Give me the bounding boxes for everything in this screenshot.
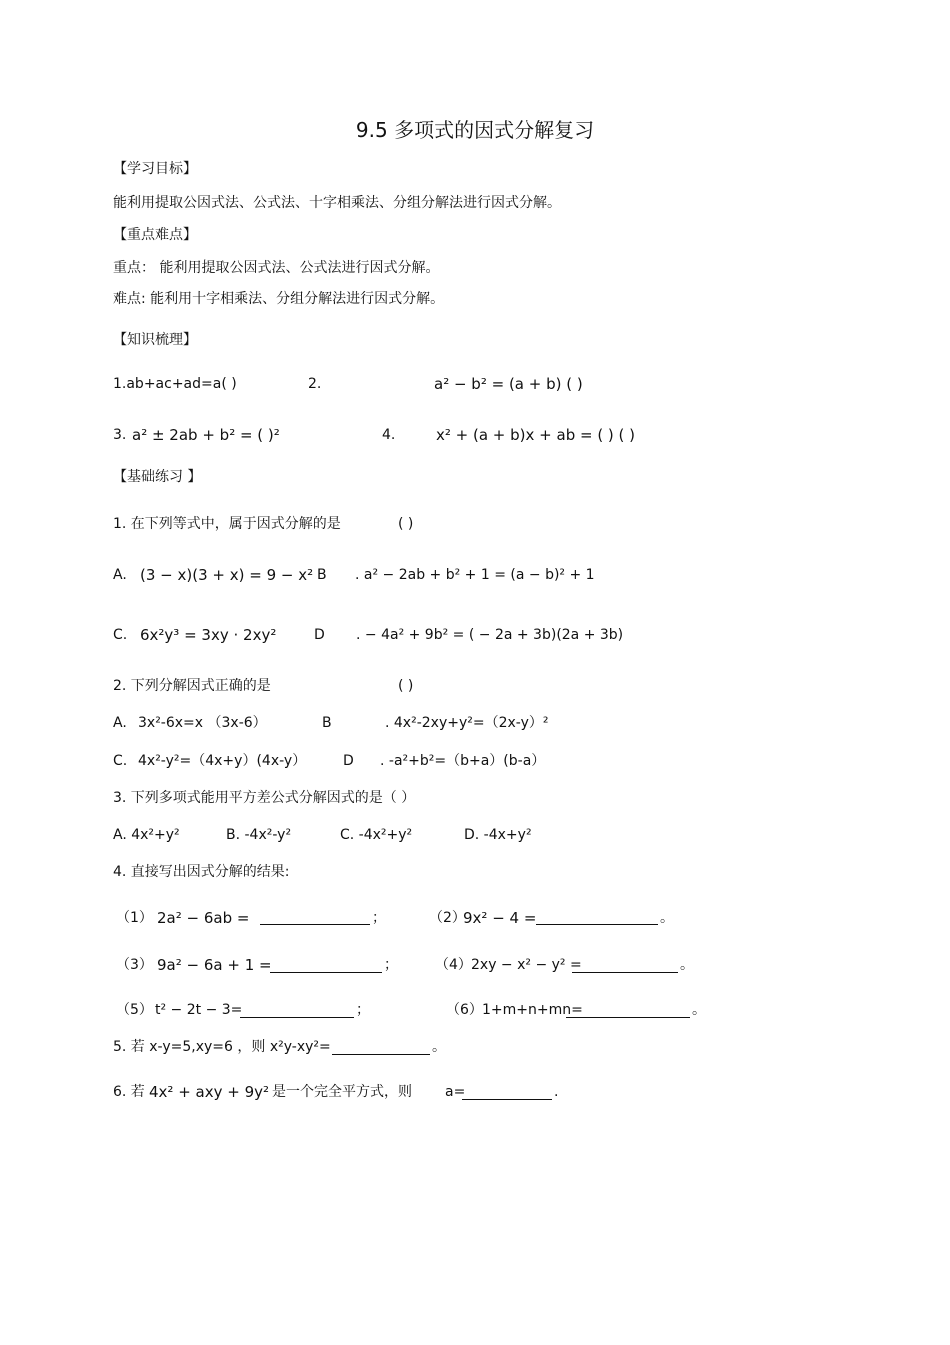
q1-c-label: C. bbox=[113, 627, 128, 643]
q4-5-expr: t² − 2t − 3= bbox=[155, 1002, 243, 1018]
q4-6-answer-blank[interactable] bbox=[566, 1003, 690, 1018]
practice-header: 【基础练习 】 bbox=[113, 469, 202, 485]
q4-1-semicolon: ； bbox=[372, 910, 386, 926]
knowledge-4-formula: x² + (a + b)x + ab = ( ) ( ) bbox=[436, 426, 636, 444]
q4-4-label: （4） bbox=[435, 957, 472, 973]
knowledge-3-num: 3. bbox=[113, 427, 127, 443]
knowledge-4-num: 4. bbox=[382, 427, 396, 443]
q3-option-c: C. -4x²+y² bbox=[340, 827, 413, 843]
q4-3-label: （3） bbox=[116, 957, 153, 973]
knowledge-2-num: 2. bbox=[308, 376, 322, 392]
q1-option-d: . − 4a² + 9b² = ( − 2a + 3b)(2a + 3b) bbox=[356, 627, 624, 643]
q4-4-answer-blank[interactable] bbox=[572, 958, 678, 973]
q6-stem-post: 是一个完全平方式，则 bbox=[272, 1084, 412, 1100]
knowledge-3-formula: a² ± 2ab + b² = ( )² bbox=[132, 426, 280, 444]
page-title: 9.5 多项式的因式分解复习 bbox=[355, 118, 595, 142]
q2-option-b: . 4x²-2xy+y²=（2x-y）² bbox=[385, 715, 549, 731]
q4-6-label: （6） bbox=[446, 1002, 483, 1018]
q2-option-c: 4x²-y²=（4x+y）(4x-y） bbox=[138, 753, 307, 769]
q2-d-label: D bbox=[343, 753, 354, 769]
q4-5-answer-blank[interactable] bbox=[240, 1003, 354, 1018]
q4-4-expr: 2xy − x² − y² = bbox=[471, 957, 582, 973]
q2-c-label: C. bbox=[113, 753, 128, 769]
q5-stem: 5. 若 x-y=5,xy=6 ，则 x²y-xy²= bbox=[113, 1039, 331, 1055]
q4-1-answer-blank[interactable] bbox=[260, 910, 370, 925]
q1-stem: 1. 在下列等式中，属于因式分解的是 bbox=[113, 516, 341, 532]
q4-2-period: 。 bbox=[660, 910, 674, 926]
q3-option-d: D. -4x+y² bbox=[464, 827, 532, 843]
q4-6-period: 。 bbox=[692, 1002, 706, 1018]
q2-option-a: 3x²-6x=x （3x-6） bbox=[138, 715, 267, 731]
q4-2-label: （2） bbox=[429, 910, 466, 926]
q1-d-label: D bbox=[314, 627, 325, 643]
q1-b-label: B bbox=[317, 567, 327, 583]
q6-stem-pre: 6. 若 bbox=[113, 1084, 145, 1100]
q2-b-label: B bbox=[322, 715, 332, 731]
q4-3-expr: 9a² − 6a + 1 = bbox=[157, 956, 272, 974]
q2-option-d: . -a²+b²=（b+a）(b-a） bbox=[380, 753, 546, 769]
q1-paren: ( ) bbox=[398, 516, 414, 532]
q4-2-expr: 9x² − 4 = bbox=[463, 909, 537, 927]
q6-answer-blank[interactable] bbox=[462, 1085, 552, 1100]
knowledge-header: 【知识梳理】 bbox=[113, 332, 197, 348]
q3-stem: 3. 下列多项式能用平方差公式分解因式的是（ ） bbox=[113, 790, 416, 806]
q4-6-expr: 1+m+n+mn= bbox=[482, 1002, 583, 1018]
goal-text: 能利用提取公因式法、公式法、十字相乘法、分组分解法进行因式分解。 bbox=[113, 195, 561, 211]
goal-header: 【学习目标】 bbox=[113, 161, 197, 177]
knowledge-1: 1.ab+ac+ad=a( ) bbox=[113, 376, 237, 392]
knowledge-2-formula: a² − b² = (a + b) ( ) bbox=[434, 375, 583, 393]
q1-option-c: 6x²y³ = 3xy · 2xy² bbox=[140, 626, 277, 644]
key-point: 重点： 能利用提取公因式法、公式法进行因式分解。 bbox=[113, 260, 440, 276]
q6-answer-label: a= bbox=[445, 1084, 466, 1100]
q5-end: 。 bbox=[432, 1039, 446, 1055]
difficulty: 难点: 能利用十字相乘法、分组分解法进行因式分解。 bbox=[113, 291, 445, 307]
q6-formula: 4x² + axy + 9y² bbox=[149, 1083, 270, 1101]
q3-option-b: B. -4x²-y² bbox=[226, 827, 292, 843]
q4-1-expr: 2a² − 6ab = bbox=[157, 909, 250, 927]
q4-2-answer-blank[interactable] bbox=[536, 910, 658, 925]
key-header: 【重点难点】 bbox=[113, 227, 197, 243]
q4-5-semicolon: ； bbox=[356, 1002, 370, 1018]
q4-stem: 4. 直接写出因式分解的结果: bbox=[113, 864, 290, 880]
q4-3-answer-blank[interactable] bbox=[270, 958, 382, 973]
q4-4-period: 。 bbox=[680, 957, 694, 973]
q1-option-a: (3 − x)(3 + x) = 9 − x² bbox=[140, 566, 314, 584]
q4-5-label: （5） bbox=[116, 1002, 153, 1018]
q2-paren: ( ) bbox=[398, 678, 414, 694]
q3-option-a: A. 4x²+y² bbox=[113, 827, 180, 843]
q2-stem: 2. 下列分解因式正确的是 bbox=[113, 678, 271, 694]
q1-option-b: . a² − 2ab + b² + 1 = (a − b)² + 1 bbox=[355, 567, 595, 583]
q4-3-semicolon: ； bbox=[384, 957, 398, 973]
q2-a-label: A. bbox=[113, 715, 127, 731]
q5-answer-blank[interactable] bbox=[332, 1040, 430, 1055]
q4-1-label: （1） bbox=[116, 910, 153, 926]
q6-end: . bbox=[554, 1084, 559, 1100]
q1-a-label: A. bbox=[113, 567, 127, 583]
